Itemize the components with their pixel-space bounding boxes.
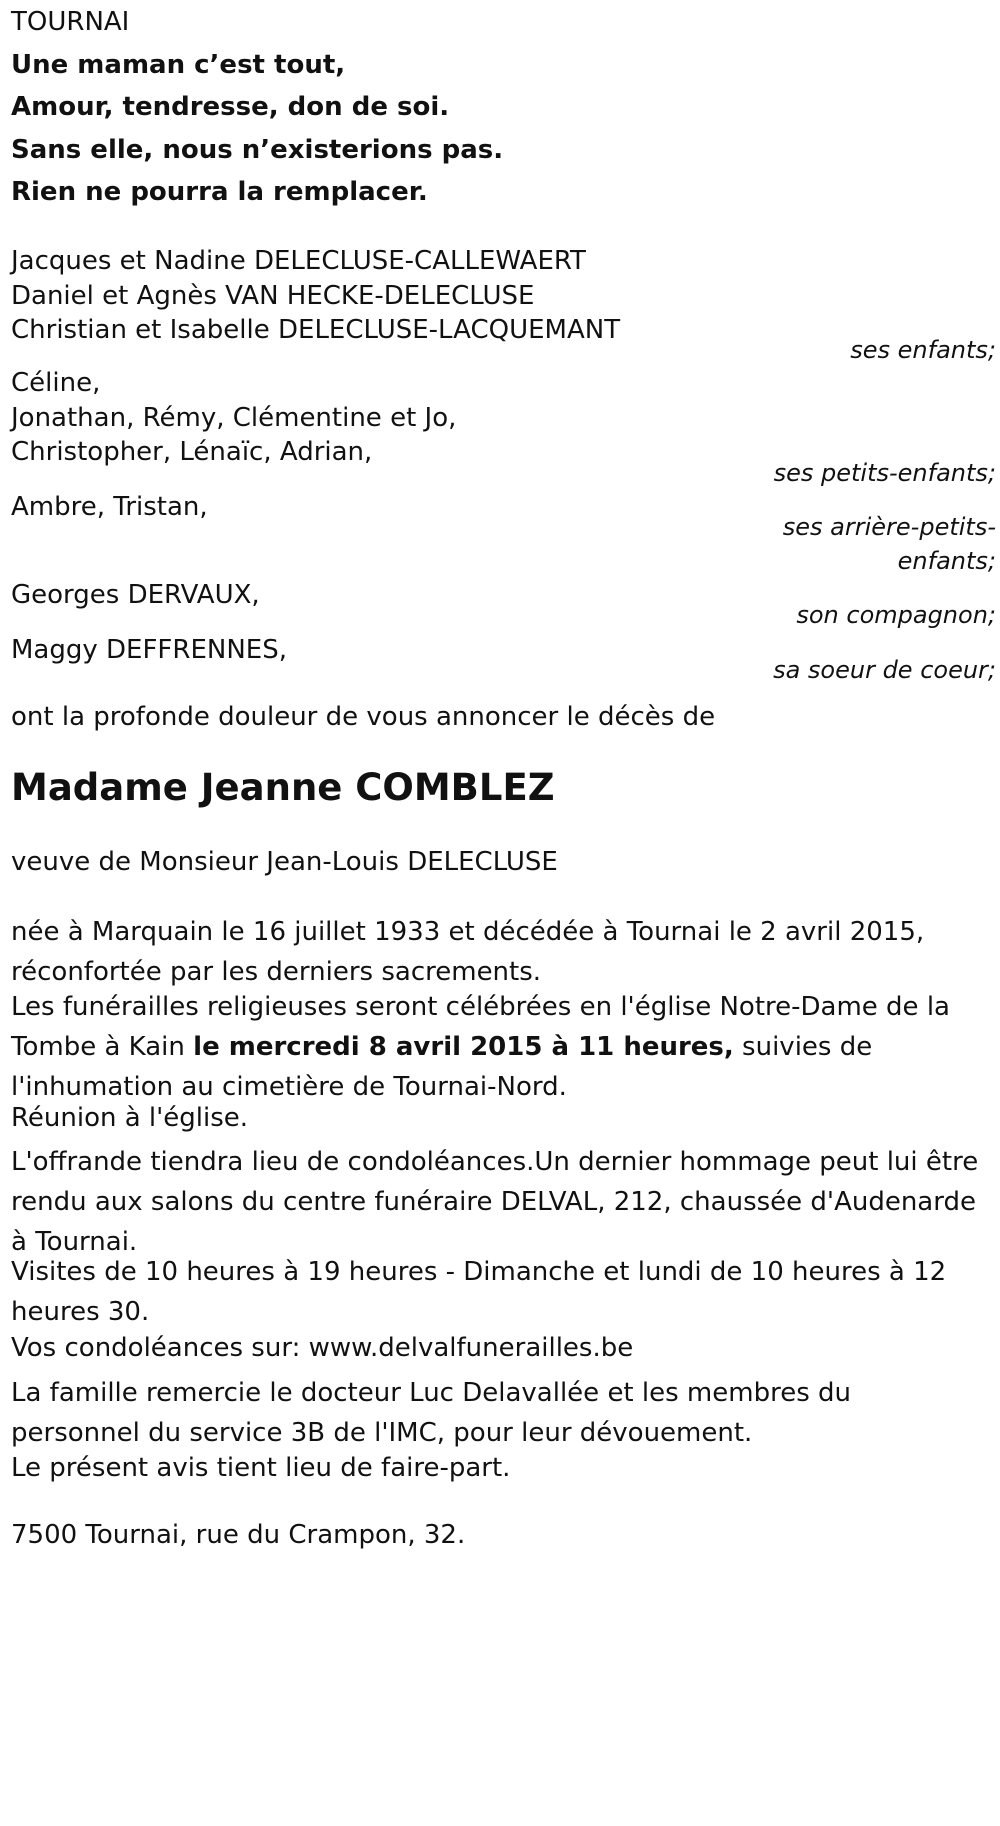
relation-label: ses arrière-petits- <box>782 513 996 541</box>
offering-paragraph: L'offrande tiendra lieu de condoléances.Un dernier hommage peut lui être rendu aux salons du centre funéraire DELVAL, 212, chaussée d'Audenarde à Tournai. <box>11 1147 979 1257</box>
meeting-paragraph: Réunion à l'église. <box>11 1103 249 1133</box>
grandchild-name: Céline, <box>11 368 101 398</box>
grandchild-name: Jonathan, Rémy, Clémentine et Jo, <box>11 403 457 433</box>
poem-line: Amour, tendresse, don de soi. <box>11 92 450 122</box>
relation-label: sa soeur de coeur; <box>773 656 996 684</box>
grandchild-name: Christopher, Lénaïc, Adrian, <box>11 437 373 467</box>
thanks-paragraph: La famille remercie le docteur Luc Delavallée et les membres du personnel du service 3B de l'IMC, pour leur dévouement. <box>11 1378 851 1448</box>
relation-label: ses enfants; <box>850 336 996 364</box>
notice-paragraph: Le présent avis tient lieu de faire-part. <box>11 1453 511 1483</box>
funeral-text: suivies de l'inhumation au cimetière de Tournai-Nord. <box>11 1032 873 1102</box>
relation-label: enfants; <box>897 547 996 575</box>
child-name: Jacques et Nadine DELECLUSE-CALLEWAERT <box>11 246 586 276</box>
announcement-text: ont la profonde douleur de vous annoncer le décès de <box>11 702 716 732</box>
funeral-date: le mercredi 8 avril 2015 à 11 heures, <box>193 1032 734 1062</box>
companion-name: Georges DERVAUX, <box>11 580 260 610</box>
condolences-paragraph: Vos condoléances sur: www.delvalfunerailles.be <box>11 1333 634 1363</box>
visits-paragraph: Visites de 10 heures à 19 heures - Dimanche et lundi de 10 heures à 12 heures 30. <box>11 1257 947 1327</box>
deceased-name: Madame Jeanne COMBLEZ <box>11 766 555 809</box>
funeral-text: Les funérailles religieuses seront célébrées en l'église Notre-Dame de la Tombe à Kain <box>11 992 950 1062</box>
poem-line: Sans elle, nous n’existerions pas. <box>11 135 504 165</box>
child-name: Christian et Isabelle DELECLUSE-LACQUEMANT <box>11 315 621 345</box>
address-text: 7500 Tournai, rue du Crampon, 32. <box>11 1520 466 1550</box>
relation-label: son compagnon; <box>796 601 996 629</box>
widow-of-text: veuve de Monsieur Jean-Louis DELECLUSE <box>11 847 558 877</box>
funeral-paragraph <box>11 987 986 1107</box>
poem-line: Une maman c’est tout, <box>11 50 346 80</box>
city-label: TOURNAI <box>11 7 130 37</box>
great-grandchild-name: Ambre, Tristan, <box>11 492 208 522</box>
poem-line: Rien ne pourra la remplacer. <box>11 177 428 207</box>
birth-death-paragraph: née à Marquain le 16 juillet 1933 et décédée à Tournai le 2 avril 2015, réconfortée par les derniers sacrements. <box>11 917 925 987</box>
sister-name: Maggy DEFFRENNES, <box>11 635 287 665</box>
child-name: Daniel et Agnès VAN HECKE-DELECLUSE <box>11 281 535 311</box>
relation-label: ses petits-enfants; <box>773 459 996 487</box>
